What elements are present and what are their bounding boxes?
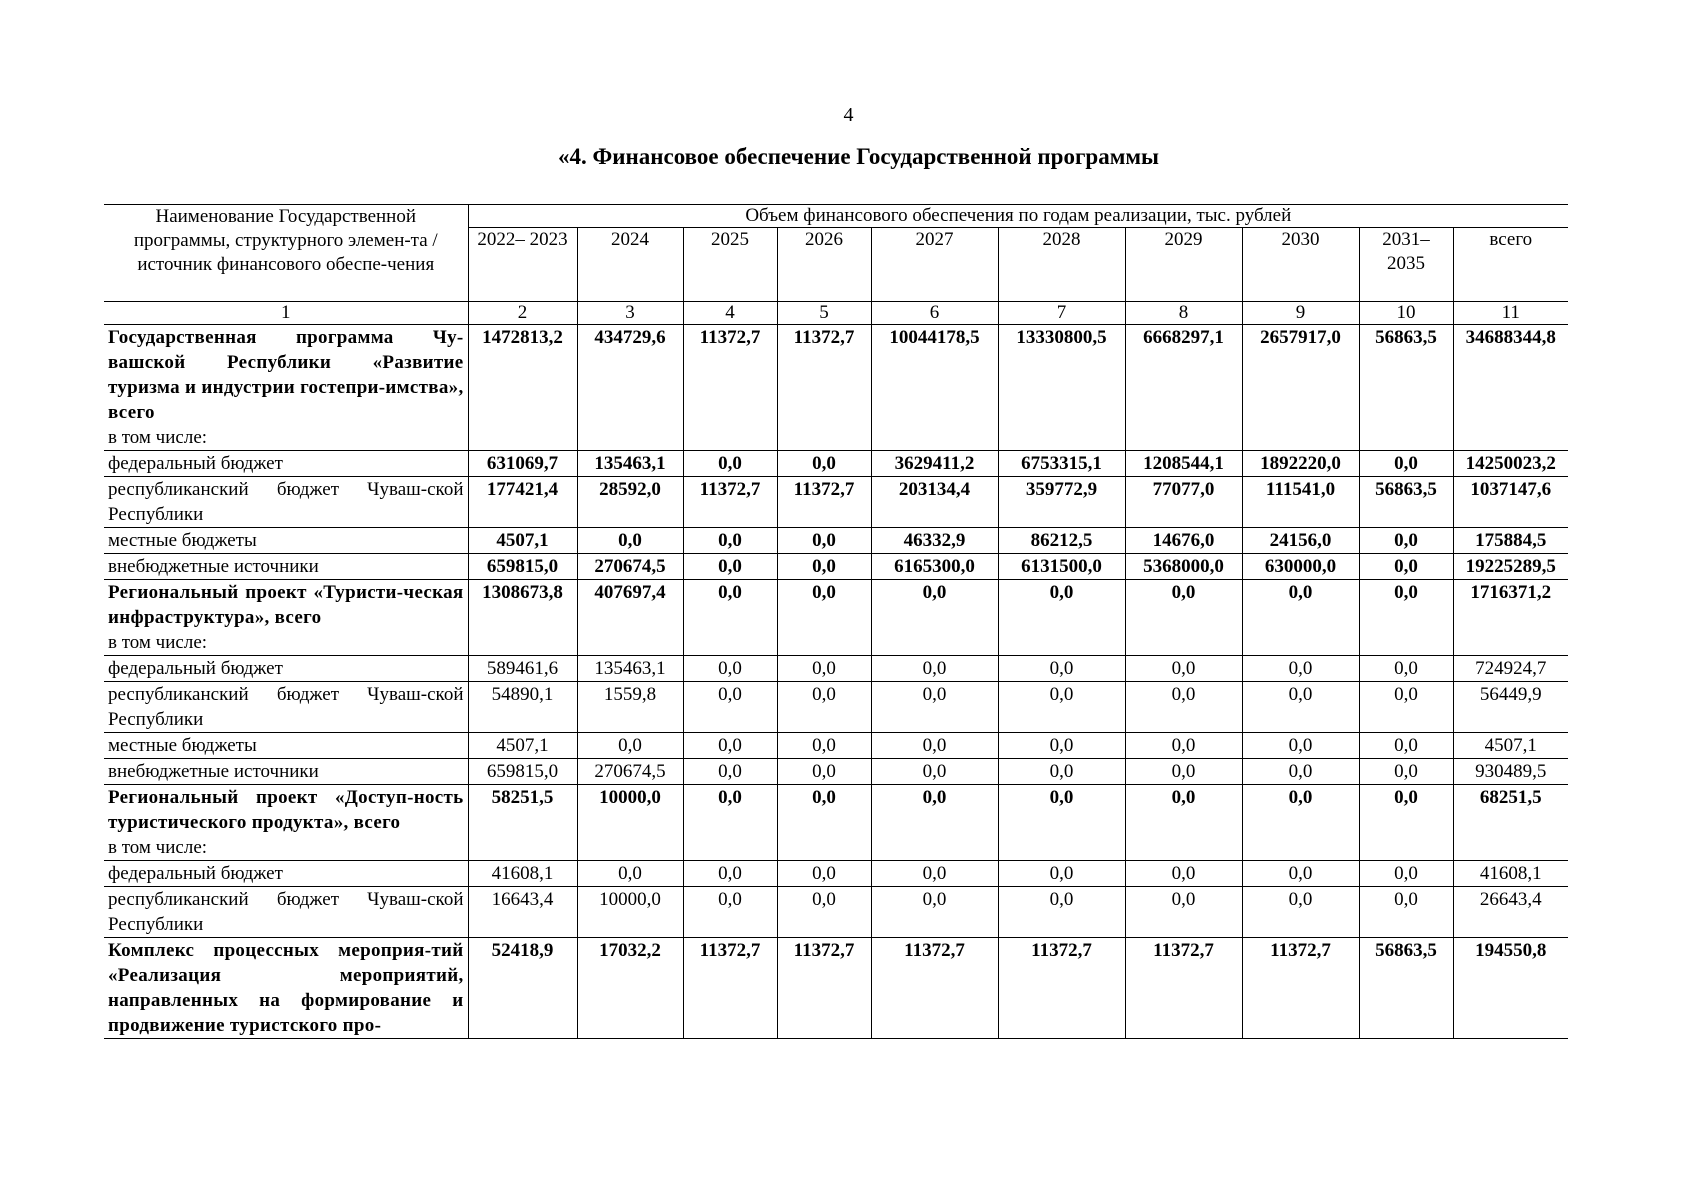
row-name: внебюджетные источники [108,556,319,577]
row-name-cell [104,938,468,1039]
value-cell: 0,0 [998,733,1125,759]
value-cell: 359772,9 [998,477,1125,528]
column-number-cell: 5 [777,302,871,325]
row-name: республиканский бюджет Чуваш-ской Республики [108,889,464,935]
table-row [104,785,1568,861]
value-cell: 56863,5 [1359,325,1453,451]
row-name: местные бюджеты [108,530,257,551]
value-cell: 0,0 [683,656,777,682]
value-cell: 0,0 [1242,733,1359,759]
value-cell: 0,0 [577,528,683,554]
value-cell: 0,0 [1359,554,1453,580]
value-cell: 0,0 [1359,682,1453,733]
value-cell: 56863,5 [1359,477,1453,528]
header-year-cell: 2027 [871,228,998,302]
value-cell: 46332,9 [871,528,998,554]
row-name: Государственная программа Чу-вашской Республики «Развитие туризма и индустрии гостепри-имства», всего [108,327,464,423]
value-cell: 0,0 [777,554,871,580]
header-year-cell: 2031– 2035 [1359,228,1453,302]
value-cell: 0,0 [577,733,683,759]
row-name: республиканский бюджет Чуваш-ской Республики [108,479,464,525]
value-cell: 28592,0 [577,477,683,528]
column-number-cell: 8 [1125,302,1242,325]
value-cell: 0,0 [683,785,777,861]
value-cell: 111541,0 [1242,477,1359,528]
value-cell: 1037147,6 [1453,477,1568,528]
value-cell: 0,0 [683,451,777,477]
value-cell: 0,0 [1242,759,1359,785]
value-cell: 0,0 [998,656,1125,682]
value-cell: 0,0 [777,682,871,733]
header-year-cell: 2026 [777,228,871,302]
value-cell: 0,0 [777,733,871,759]
value-cell: 0,0 [998,759,1125,785]
row-name-cell [104,656,468,682]
row-name-cell [104,785,468,861]
value-cell: 1892220,0 [1242,451,1359,477]
row-name-cell [104,477,468,528]
header-group-title: Объем финансового обеспечения по годам реализации, тыс. рублей [468,205,1568,228]
header-year-cell: 2024 [577,228,683,302]
column-number-cell: 4 [683,302,777,325]
header-row-group [104,205,1568,228]
value-cell: 11372,7 [777,477,871,528]
value-cell: 4507,1 [468,528,577,554]
table-row [104,656,1568,682]
value-cell: 0,0 [998,682,1125,733]
value-cell: 41608,1 [468,861,577,887]
value-cell: 0,0 [998,580,1125,656]
value-cell: 177421,4 [468,477,577,528]
value-cell: 19225289,5 [1453,554,1568,580]
table-row [104,887,1568,938]
column-number-cell: 10 [1359,302,1453,325]
row-name-cell [104,528,468,554]
value-cell: 407697,4 [577,580,683,656]
row-name-cell [104,861,468,887]
row-name-cell [104,554,468,580]
value-cell: 270674,5 [577,759,683,785]
value-cell: 1559,8 [577,682,683,733]
value-cell: 52418,9 [468,938,577,1039]
value-cell: 68251,5 [1453,785,1568,861]
value-cell: 24156,0 [1242,528,1359,554]
value-cell: 0,0 [777,861,871,887]
row-name-cell [104,451,468,477]
header-year-cell: 2022– 2023 [468,228,577,302]
value-cell: 10000,0 [577,887,683,938]
value-cell: 203134,4 [871,477,998,528]
row-name-cell [104,580,468,656]
value-cell: 135463,1 [577,656,683,682]
header-year-cell: 2025 [683,228,777,302]
value-cell: 4507,1 [468,733,577,759]
value-cell: 2657917,0 [1242,325,1359,451]
value-cell: 0,0 [683,554,777,580]
value-cell: 0,0 [577,861,683,887]
row-subtitle: в том числе: [108,427,208,448]
value-cell: 0,0 [871,887,998,938]
value-cell: 0,0 [683,528,777,554]
row-name: внебюджетные источники [108,761,319,782]
value-cell: 0,0 [998,785,1125,861]
value-cell: 5368000,0 [1125,554,1242,580]
value-cell: 0,0 [871,759,998,785]
table-row [104,682,1568,733]
value-cell: 194550,8 [1453,938,1568,1039]
row-name: федеральный бюджет [108,453,283,474]
value-cell: 0,0 [1125,887,1242,938]
column-number-cell: 9 [1242,302,1359,325]
value-cell: 0,0 [998,887,1125,938]
page-number: 4 [843,104,854,126]
value-cell: 11372,7 [1242,938,1359,1039]
value-cell: 175884,5 [1453,528,1568,554]
value-cell: 0,0 [1125,682,1242,733]
value-cell: 11372,7 [683,938,777,1039]
value-cell: 0,0 [777,451,871,477]
table-body [104,325,1568,1039]
table-row [104,325,1568,451]
value-cell: 930489,5 [1453,759,1568,785]
column-number-cell: 1 [104,302,468,325]
row-name: Региональный проект «Туристи-ческая инфраструктура», всего [108,582,464,628]
value-cell: 1472813,2 [468,325,577,451]
value-cell: 11372,7 [1125,938,1242,1039]
value-cell: 0,0 [683,887,777,938]
header-name-column: Наименование Государственной программы, структурного элемен-та / источник финансового обеспе-чения [104,205,468,302]
value-cell: 0,0 [683,733,777,759]
value-cell: 724924,7 [1453,656,1568,682]
value-cell: 0,0 [871,733,998,759]
table-row [104,580,1568,656]
value-cell: 0,0 [998,861,1125,887]
table-row [104,554,1568,580]
value-cell: 0,0 [1242,861,1359,887]
row-name-cell [104,759,468,785]
value-cell: 0,0 [1359,785,1453,861]
row-name-cell [104,733,468,759]
value-cell: 0,0 [1359,861,1453,887]
table-row [104,477,1568,528]
value-cell: 14676,0 [1125,528,1242,554]
header-year-cell: 2029 [1125,228,1242,302]
header-year-cell: 2028 [998,228,1125,302]
column-number-cell: 7 [998,302,1125,325]
value-cell: 58251,5 [468,785,577,861]
value-cell: 0,0 [871,656,998,682]
table-row [104,861,1568,887]
financing-table [104,204,1568,1039]
value-cell: 0,0 [1125,733,1242,759]
value-cell: 0,0 [777,656,871,682]
value-cell: 0,0 [683,861,777,887]
value-cell: 77077,0 [1125,477,1242,528]
value-cell: 13330800,5 [998,325,1125,451]
row-name-cell [104,325,468,451]
value-cell: 11372,7 [998,938,1125,1039]
row-name: Комплекс процессных мероприя-тий «Реализация мероприятий, направленных на формирование и продвижение туристского про- [108,940,464,1036]
value-cell: 0,0 [683,682,777,733]
value-cell: 54890,1 [468,682,577,733]
value-cell: 0,0 [1125,580,1242,656]
value-cell: 56863,5 [1359,938,1453,1039]
value-cell: 3629411,2 [871,451,998,477]
value-cell: 6753315,1 [998,451,1125,477]
value-cell: 11372,7 [777,325,871,451]
value-cell: 659815,0 [468,759,577,785]
value-cell: 0,0 [1242,682,1359,733]
value-cell: 11372,7 [683,325,777,451]
value-cell: 434729,6 [577,325,683,451]
value-cell: 270674,5 [577,554,683,580]
value-cell: 0,0 [871,580,998,656]
column-number-cell: 6 [871,302,998,325]
value-cell: 26643,4 [1453,887,1568,938]
row-name-cell [104,887,468,938]
value-cell: 0,0 [871,682,998,733]
value-cell: 1208544,1 [1125,451,1242,477]
value-cell: 10000,0 [577,785,683,861]
value-cell: 659815,0 [468,554,577,580]
table-row [104,528,1568,554]
table-row [104,451,1568,477]
value-cell: 6668297,1 [1125,325,1242,451]
row-name: местные бюджеты [108,735,257,756]
column-number-cell: 3 [577,302,683,325]
row-name: республиканский бюджет Чуваш-ской Республики [108,684,464,730]
value-cell: 0,0 [777,785,871,861]
value-cell: 6165300,0 [871,554,998,580]
header-year-cell: 2030 [1242,228,1359,302]
row-subtitle: в том числе: [108,632,208,653]
value-cell: 0,0 [777,528,871,554]
value-cell: 0,0 [1359,528,1453,554]
value-cell: 0,0 [1125,785,1242,861]
value-cell: 0,0 [683,759,777,785]
column-numbers-row [104,302,1568,325]
value-cell: 0,0 [1359,580,1453,656]
row-name-cell [104,682,468,733]
header-year-cell: всего [1453,228,1568,302]
value-cell: 0,0 [1359,733,1453,759]
value-cell: 589461,6 [468,656,577,682]
value-cell: 0,0 [1242,785,1359,861]
value-cell: 0,0 [871,861,998,887]
column-number-cell: 11 [1453,302,1568,325]
table-row [104,733,1568,759]
value-cell: 0,0 [1125,656,1242,682]
value-cell: 16643,4 [468,887,577,938]
value-cell: 0,0 [1359,759,1453,785]
table-row [104,759,1568,785]
row-name: Региональный проект «Доступ-ность туристического продукта», всего [108,787,464,833]
value-cell: 0,0 [1359,887,1453,938]
value-cell: 17032,2 [577,938,683,1039]
value-cell: 1716371,2 [1453,580,1568,656]
value-cell: 11372,7 [871,938,998,1039]
value-cell: 0,0 [871,785,998,861]
value-cell: 14250023,2 [1453,451,1568,477]
value-cell: 56449,9 [1453,682,1568,733]
value-cell: 10044178,5 [871,325,998,451]
row-name: федеральный бюджет [108,863,283,884]
value-cell: 11372,7 [777,938,871,1039]
value-cell: 0,0 [777,759,871,785]
value-cell: 41608,1 [1453,861,1568,887]
value-cell: 630000,0 [1242,554,1359,580]
column-number-cell: 2 [468,302,577,325]
value-cell: 0,0 [1242,580,1359,656]
value-cell: 0,0 [777,580,871,656]
value-cell: 6131500,0 [998,554,1125,580]
value-cell: 86212,5 [998,528,1125,554]
row-subtitle: в том числе: [108,837,208,858]
value-cell: 631069,7 [468,451,577,477]
section-title: «4. Финансовое обеспечение Государственной программы [558,144,1159,169]
value-cell: 0,0 [1359,656,1453,682]
value-cell: 0,0 [1125,861,1242,887]
value-cell: 0,0 [777,887,871,938]
value-cell: 11372,7 [683,477,777,528]
value-cell: 135463,1 [577,451,683,477]
value-cell: 0,0 [1359,451,1453,477]
value-cell: 0,0 [1125,759,1242,785]
table-row [104,938,1568,1039]
value-cell: 0,0 [1242,887,1359,938]
value-cell: 1308673,8 [468,580,577,656]
row-name: федеральный бюджет [108,658,283,679]
value-cell: 0,0 [1242,656,1359,682]
value-cell: 34688344,8 [1453,325,1568,451]
value-cell: 0,0 [683,580,777,656]
value-cell: 4507,1 [1453,733,1568,759]
